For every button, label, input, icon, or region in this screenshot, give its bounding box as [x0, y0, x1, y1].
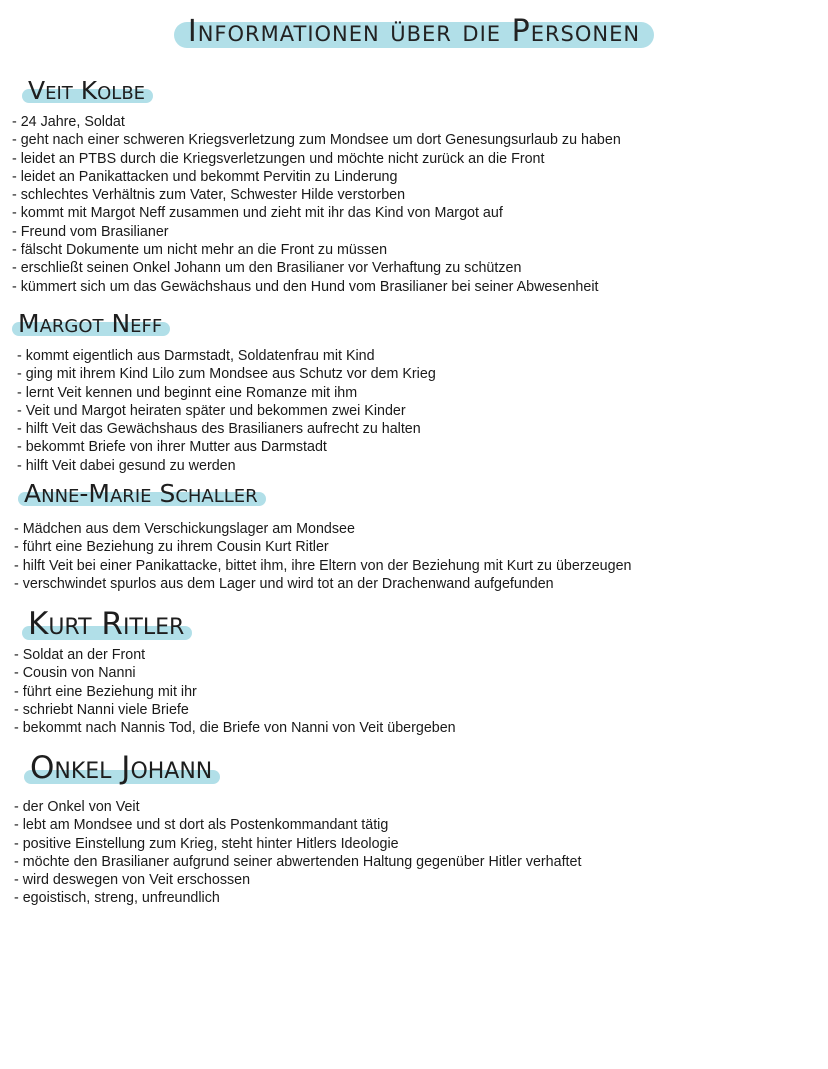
- list-item: - hilft Veit das Gewächshaus des Brasilianers aufrecht zu halten: [17, 420, 436, 438]
- list-item: - Veit und Margot heiraten später und bekommen zwei Kinder: [17, 402, 436, 420]
- section-heading-margot-neff: [12, 309, 170, 338]
- heading-highlight: Margot Neff: [12, 309, 170, 338]
- list-item: - 24 Jahre, Soldat: [12, 113, 621, 131]
- list-item: - bekommt nach Nannis Tod, die Briefe von Nanni von Veit übergeben: [14, 719, 456, 737]
- list-item: - Soldat an der Front: [14, 646, 456, 664]
- section-list-kurt-ritler: [14, 646, 456, 737]
- list-item: - schriebt Nanni viele Briefe: [14, 701, 456, 719]
- list-item: - verschwindet spurlos aus dem Lager und wird tot an der Drachenwand aufgefunden: [14, 575, 631, 593]
- list-item: - führt eine Beziehung zu ihrem Cousin Kurt Ritler: [14, 538, 631, 556]
- list-item: - hilft Veit bei einer Panikattacke, bittet ihm, ihre Eltern von der Beziehung mit Kurt zu überzeugen: [14, 557, 631, 575]
- list-item: - wird deswegen von Veit erschossen: [14, 871, 581, 889]
- list-item: - Mädchen aus dem Verschickungslager am Mondsee: [14, 520, 631, 538]
- list-item: - führt eine Beziehung mit ihr: [14, 683, 456, 701]
- list-item: - möchte den Brasilianer aufgrund seiner abwertenden Haltung gegenüber Hitler verhaftet: [14, 853, 581, 871]
- section-heading-veit-kolbe: [22, 76, 153, 105]
- list-item: - kümmert sich um das Gewächshaus und den Hund vom Brasilianer bei seiner Abwesenheit: [12, 278, 621, 296]
- section-list-anne-marie-schaller: [14, 520, 631, 593]
- list-item: - Freund vom Brasilianer: [12, 223, 621, 241]
- page-title-wrap: [0, 10, 828, 54]
- list-item: - fälscht Dokumente um nicht mehr an die Front zu müssen: [12, 241, 621, 259]
- list-item: - ging mit ihrem Kind Lilo zum Mondsee aus Schutz vor dem Krieg: [17, 365, 436, 383]
- section-heading-anne-marie-schaller: [18, 479, 266, 508]
- section-list-veit-kolbe: [12, 113, 621, 296]
- list-item: - positive Einstellung zum Krieg, steht hinter Hitlers Ideologie: [14, 835, 581, 853]
- list-item: - kommt eigentlich aus Darmstadt, Soldatenfrau mit Kind: [17, 347, 436, 365]
- list-item: - egoistisch, streng, unfreundlich: [14, 889, 581, 907]
- heading-highlight: Anne-Marie Schaller: [18, 479, 266, 508]
- list-item: - leidet an Panikattacken und bekommt Pervitin zu Linderung: [12, 168, 621, 186]
- heading-highlight: Veit Kolbe: [22, 76, 153, 105]
- list-item: - lebt am Mondsee und st dort als Postenkommandant tätig: [14, 816, 581, 834]
- list-item: - kommt mit Margot Neff zusammen und zieht mit ihr das Kind von Margot auf: [12, 204, 621, 222]
- heading-highlight: Kurt Ritler: [22, 606, 192, 642]
- section-list-onkel-johann: [14, 798, 581, 908]
- section-heading-onkel-johann: [24, 750, 220, 786]
- list-item: - erschließt seinen Onkel Johann um den Brasilianer vor Verhaftung zu schützen: [12, 259, 621, 277]
- section-heading-kurt-ritler: [22, 606, 192, 642]
- heading-highlight: Onkel Johann: [24, 750, 220, 786]
- page-title: Informationen über die Personen: [174, 10, 654, 54]
- section-list-margot-neff: [17, 347, 436, 475]
- list-item: - bekommt Briefe von ihrer Mutter aus Darmstadt: [17, 438, 436, 456]
- list-item: - leidet an PTBS durch die Kriegsverletzungen und möchte nicht zurück an die Front: [12, 150, 621, 168]
- list-item: - lernt Veit kennen und beginnt eine Romanze mit ihm: [17, 384, 436, 402]
- list-item: - hilft Veit dabei gesund zu werden: [17, 457, 436, 475]
- list-item: - geht nach einer schweren Kriegsverletzung zum Mondsee um dort Genesungsurlaub zu haben: [12, 131, 621, 149]
- list-item: - schlechtes Verhältnis zum Vater, Schwester Hilde verstorben: [12, 186, 621, 204]
- list-item: - Cousin von Nanni: [14, 664, 456, 682]
- list-item: - der Onkel von Veit: [14, 798, 581, 816]
